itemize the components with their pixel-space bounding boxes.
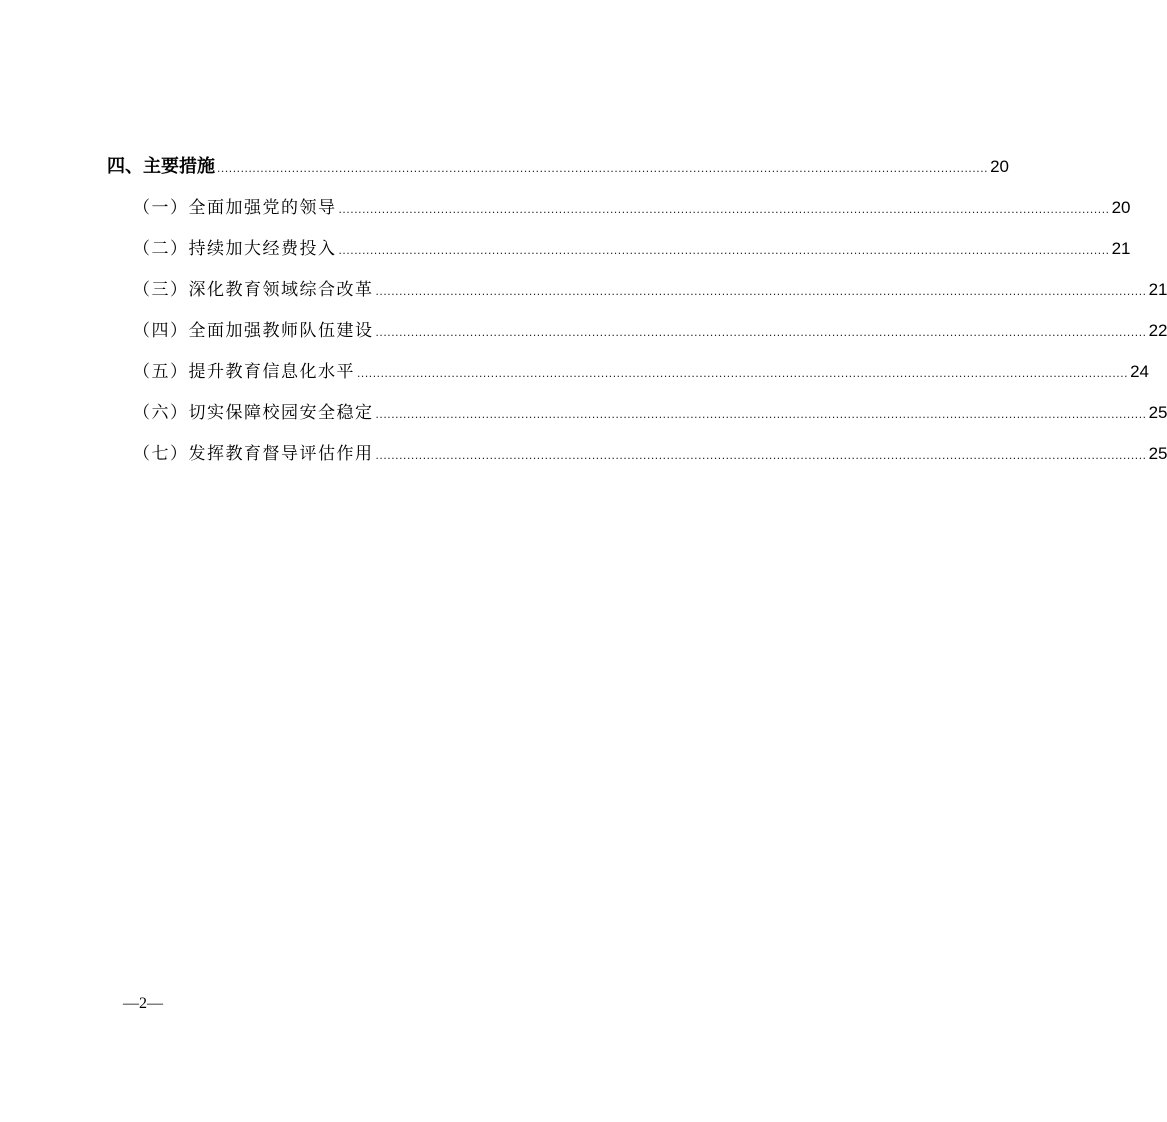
- toc-item[interactable]: [133, 275, 1167, 305]
- toc-page-number: 25: [1148, 444, 1167, 463]
- toc-item[interactable]: [133, 357, 1149, 387]
- toc-page-number: 22: [1148, 321, 1167, 340]
- toc-item-label: （六）切实保障校园安全稳定: [133, 403, 374, 423]
- toc-dot-leader: ....................................................................................................................................................................................................: [375, 325, 1147, 339]
- toc-dot-leader: ....................................................................................................................................................................................................: [375, 284, 1147, 298]
- toc-item-label: （三）深化教育领域综合改革: [133, 280, 374, 300]
- toc-item-label: （二）持续加大经费投入: [133, 239, 337, 259]
- toc-page-number: 20: [1111, 198, 1131, 217]
- toc-item[interactable]: [133, 398, 1167, 428]
- toc-dot-leader: ....................................................................................................................................................................................................: [338, 202, 1110, 216]
- toc-dot-leader: ....................................................................................................................................................................................................: [357, 366, 1129, 380]
- toc-item[interactable]: [133, 234, 1131, 264]
- toc-page-number: 21: [1111, 239, 1131, 258]
- toc-dot-leader: ....................................................................................................................................................................................................: [375, 448, 1147, 462]
- toc-section-label: 四、主要措施: [107, 156, 215, 177]
- toc-dot-leader: ....................................................................................................................................................................................................: [338, 243, 1110, 257]
- toc-page-number: 20: [990, 157, 1009, 176]
- toc-item-label: （五）提升教育信息化水平: [133, 362, 355, 382]
- toc-dot-leader: ....................................................................................................................................................................................................: [217, 161, 989, 175]
- toc-item[interactable]: [133, 439, 1167, 469]
- toc-page-number: 24: [1130, 362, 1149, 381]
- toc-item[interactable]: [133, 193, 1131, 223]
- toc-item-label: （七）发挥教育督导评估作用: [133, 444, 374, 464]
- toc-section-heading[interactable]: [107, 152, 1009, 182]
- toc-page-number: 21: [1148, 280, 1167, 299]
- page-footer-number: —2—: [123, 995, 163, 1012]
- toc-item-label: （一）全面加强党的领导: [133, 198, 337, 218]
- toc-dot-leader: ....................................................................................................................................................................................................: [375, 407, 1147, 421]
- toc-page-number: 25: [1148, 403, 1167, 422]
- toc-item[interactable]: [133, 316, 1167, 346]
- toc-item-label: （四）全面加强教师队伍建设: [133, 321, 374, 341]
